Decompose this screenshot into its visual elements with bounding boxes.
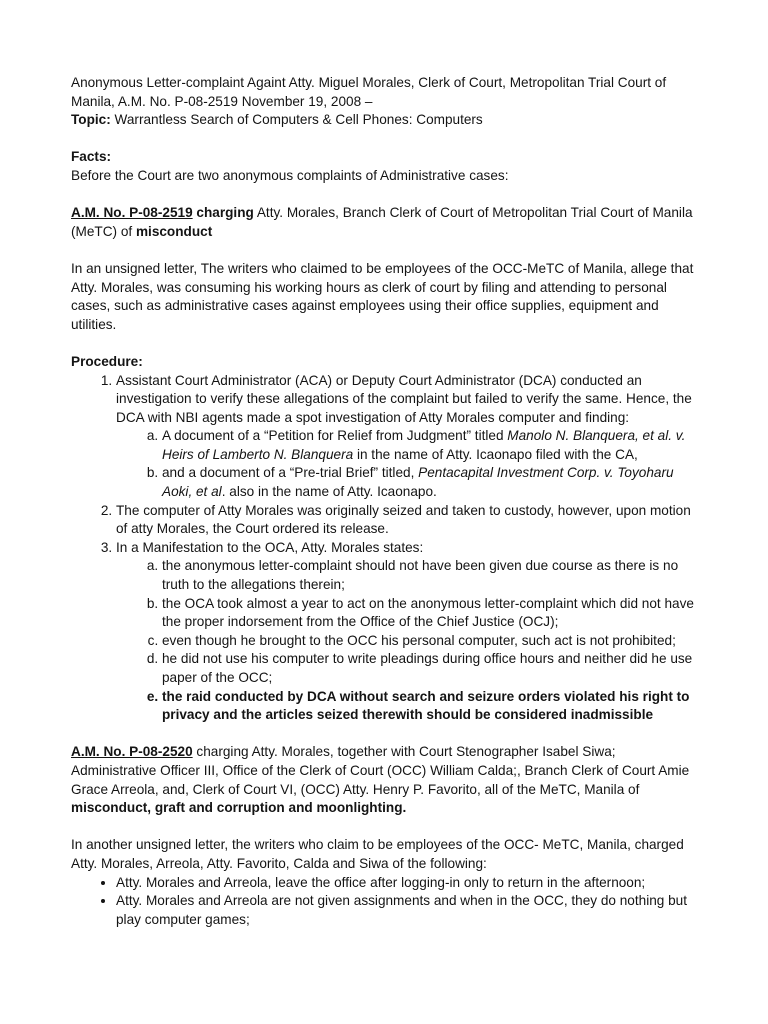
item-1b-case-title: Pentacapital Investment Corp. v. Toyoharu Aoki, et al xyxy=(162,465,674,500)
procedure-item-2: 2. The computer of Atty Morales was originally seized and taken to custody, however, upon motion of atty Morales, the Court ordered its release. xyxy=(116,502,696,539)
case2-bullet-1: • Atty. Morales and Arreola, leave the office after logging-in only to return in the afternoon; xyxy=(116,874,696,893)
case2-text: charging Atty. Morales, together with Court Stenographer Isabel Siwa; Administrative Officer III, Office of the Clerk of Court (OCC) William Calda;, Branch Clerk of Court Amie Grace Arreola, and, Clerk of Court VI, (OCC) Atty. Henry P. Favorito, all of the MeTC, Manila of xyxy=(71,744,690,797)
procedure-item-1b xyxy=(162,464,696,501)
item-1a-text-end: in the name of Atty. Icaonapo filed with the CA, xyxy=(353,446,638,462)
procedure-item-3b: b. the OCA took almost a year to act on the anonymous letter-complaint which did not have the proper indorsement from the Office of the Chief Justice (OCJ); xyxy=(162,595,696,632)
case2-number: A.M. No. P-08-2520 xyxy=(71,744,193,760)
procedure-item-1 xyxy=(116,372,696,502)
case1-paragraph: In an unsigned letter, The writers who claimed to be employees of the OCC-MeTC of Manila, allege that Atty. Morales, was consuming his working hours as clerk of court by filing and attending to personal cases, such as administrative cases against employees using their office supplies, equipment and utilities. xyxy=(71,260,694,332)
case1-heading xyxy=(71,204,696,241)
procedure-item-1a xyxy=(162,427,696,464)
item-1b-text: and a document of a “Pre-trial Brief” titled, xyxy=(162,465,419,481)
procedure-heading: Procedure: xyxy=(71,353,143,369)
procedure-item-3 xyxy=(116,539,696,725)
item-1a-case-title: Manolo N. Blanquera, et al. v. Heirs of Lamberto N. Blanquera xyxy=(162,428,686,462)
topic-value: Warrantless Search of Computers & Cell Phones: Computers xyxy=(110,112,483,128)
case2-charges: misconduct, graft and corruption and moonlighting. xyxy=(71,800,407,816)
item-1a-text: A document of a “Petition for Relief from Judgment” titled xyxy=(162,428,508,444)
procedure-item-3-sublist xyxy=(116,557,696,724)
case1-text: Atty. Morales, Branch Clerk of Court of Metropolitan Trial Court of Manila (MeTC) of xyxy=(71,205,693,239)
topic-line xyxy=(71,111,696,130)
procedure-item-3a: a. the anonymous letter-complaint should not have been given due course as there is no truth to the allegations therein; xyxy=(162,557,696,594)
topic-label: Topic: xyxy=(71,112,111,128)
procedure-item-3d: d. he did not use his computer to write pleadings during office hours and neither did he use paper of the OCC; xyxy=(162,650,696,687)
procedure-item-3c: c. even though he brought to the OCC his personal computer, such act is not prohibited; xyxy=(162,632,696,651)
procedure-item-1-sublist xyxy=(116,427,696,501)
case2-paragraph: In another unsigned letter, the writers who claim to be employees of the OCC- MeTC, Manila, charged Atty. Morales, Arreola, Atty. Favorito, Calda and Siwa of the following: xyxy=(71,837,684,871)
case1-charge: misconduct xyxy=(135,223,213,239)
case2-heading xyxy=(71,743,696,817)
case1-charging: charging xyxy=(192,205,254,221)
facts-intro: Before the Court are two anonymous complaints of Administrative cases: xyxy=(71,167,509,183)
procedure-list xyxy=(71,372,696,725)
facts-heading: Facts: xyxy=(71,149,112,165)
procedure-item-3e: e. the raid conducted by DCA without search and seizure orders violated his right to privacy and the articles seized therewith should be considered inadmissible xyxy=(162,688,696,725)
case2-bullet-list xyxy=(71,874,696,930)
case2-bullet-2: • Atty. Morales and Arreola are not given assignments and when in the OCC, they do nothing but play computer games; xyxy=(116,892,696,929)
document-title: Anonymous Letter-complaint Againt Atty. Miguel Morales, Clerk of Court, Metropolitan Trial Court of Manila, A.M. No. P-08-2519 November 19, 2008 – xyxy=(71,75,667,109)
case1-number: A.M. No. P-08-2519 xyxy=(71,205,193,221)
procedure-item-1-text: Assistant Court Administrator (ACA) or Deputy Court Administrator (DCA) conducted an investigation to verify these allegations of the complaint but failed to verify the same. Hence, the DCA with NBI agents made a spot investigation of Atty Morales computer and finding: xyxy=(116,372,692,425)
item-1b-text-end: . also in the name of Atty. Icaonapo. xyxy=(221,484,437,500)
procedure-item-3-text: In a Manifestation to the OCA, Atty. Morales states: xyxy=(116,539,424,555)
